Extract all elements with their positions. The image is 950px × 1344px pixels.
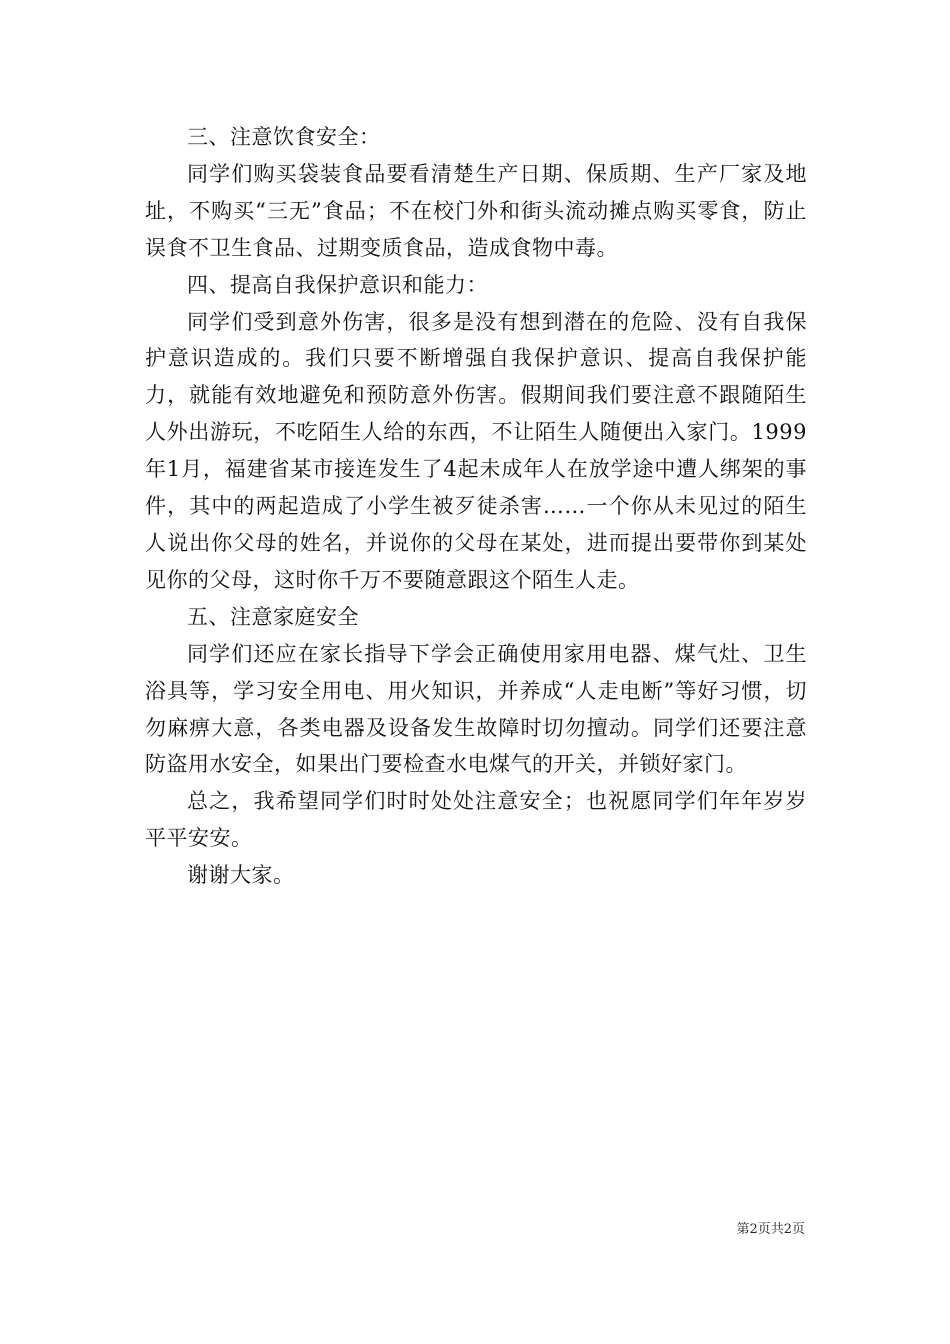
paragraph-conclusion: 总之，我希望同学们时时处处注意安全；也祝愿同学们年年岁岁平平安安。	[145, 789, 807, 851]
document-body	[145, 119, 807, 894]
paragraph-thanks: 谢谢大家。	[187, 863, 295, 888]
page-number-footer: 第2页共2页	[736, 1222, 805, 1237]
paragraph-diet-safety: 同学们购买袋装食品要看清楚生产日期、保质期、生产厂家及地址，不购买“三无”食品；不在校门外和街头流动摊点购买零食，防止误食不卫生食品、过期变质食品，造成食物中毒。	[145, 161, 807, 260]
heading-self-protection: 四、提高自我保护意识和能力：	[187, 272, 488, 297]
heading-diet-safety: 三、注意饮食安全：	[187, 125, 381, 149]
heading-home-safety: 五、注意家庭安全	[187, 604, 359, 629]
paragraph-self-protection: 同学们受到意外伤害，很多是没有想到潜在的危险、没有自我保护意识造成的。我们只要不断增强自我保护意识、提高自我保护能力，就能有效地避免和预防意外伤害。假期间我们要注意不跟随陌生人外出游玩，不吃陌生人给的东西，不让陌生人随便出入家门。1999年1月，福建省某市接连发生了4起未成年人在放学途中遭人绑架的事件，其中的两起造成了小学生被歹徒杀害……一个你从未见过的陌生人说出你父母的姓名，并说你的父母在某处，进而提出要带你到某处见你的父母，这时你千万不要随意跟这个陌生人走。	[145, 309, 807, 592]
paragraph-home-safety: 同学们还应在家长指导下学会正确使用家用电器、煤气灶、卫生浴具等，学习安全用电、用火知识，并养成“人走电断”等好习惯，切勿麻痹大意，各类电器及设备发生故障时切勿擅动。同学们还要注意防盗用水安全，如果出门要检查水电煤气的开关，并锁好家门。	[145, 641, 807, 777]
